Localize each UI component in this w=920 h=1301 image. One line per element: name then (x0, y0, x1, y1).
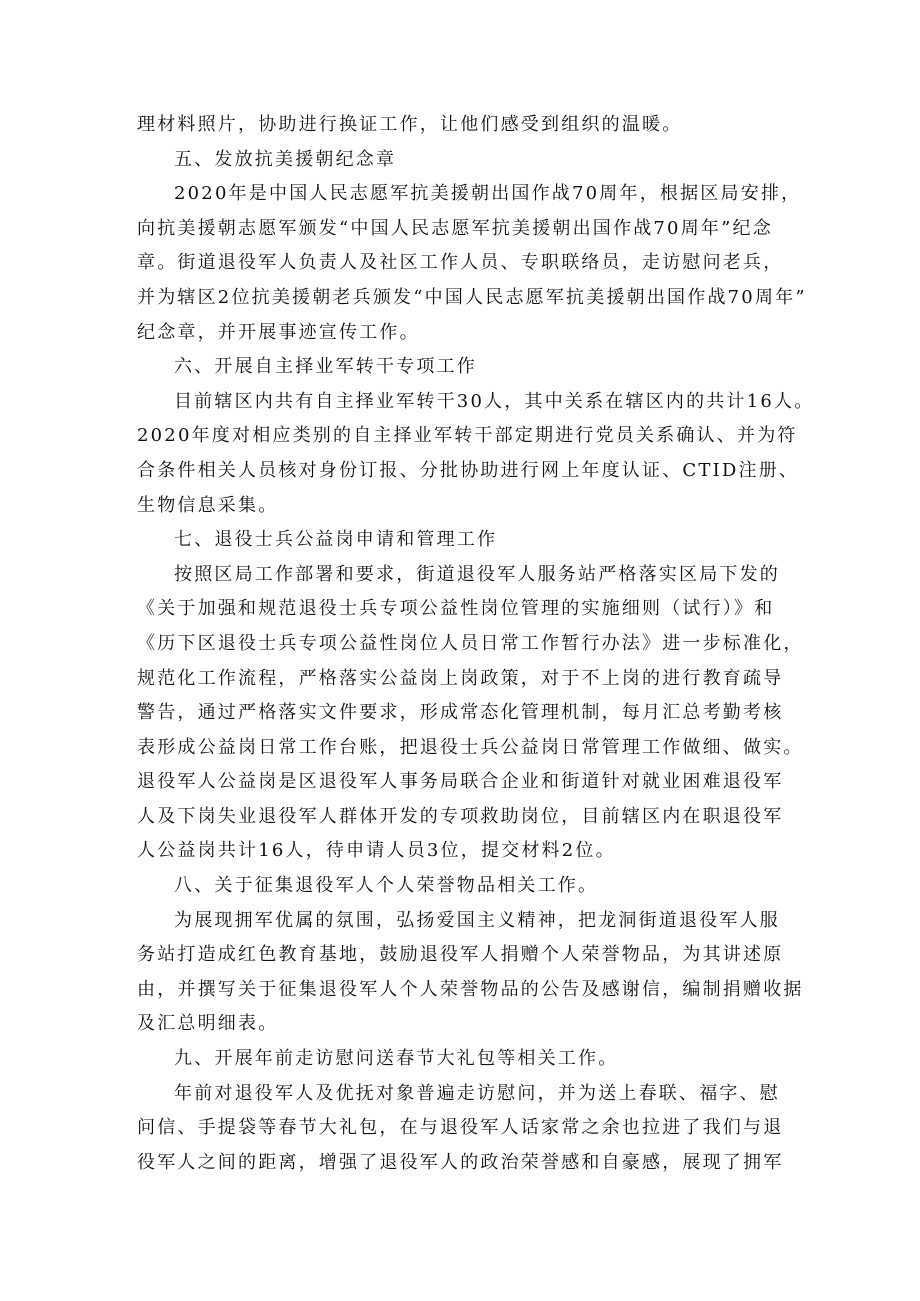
text-line: 目前辖区内共有自主择业军转干30人，其中关系在辖区内的共计16人。 (174, 390, 815, 412)
text-line: 役军人之间的距离，增强了退役军人的政治荣誉感和自豪感，展现了拥军 (137, 1151, 784, 1173)
text-line: 人公益岗共计16人，待申请人员3位，提交材料2位。 (137, 840, 616, 862)
text-line: 及汇总明细表。 (137, 1013, 279, 1035)
text-line: 向抗美援朝志愿军颁发“中国人民志愿军抗美援朝出国作战70周年”纪念 (137, 217, 773, 239)
text-line: 为展现拥军优属的氛围，弘扬爱国主义精神，把龙洞街道退役军人服 (174, 909, 780, 931)
text-line: 规范化工作流程，严格落实公益岗上岗政策，对于不上岗的进行教育疏导 (137, 667, 784, 689)
text-line: 问信、手提袋等春节大礼包，在与退役军人话家常之余也拉进了我们与退 (137, 1117, 784, 1139)
text-line: 《历下区退役士兵专项公益性岗位人员日常工作暂行办法》进一步标准化， (137, 632, 804, 654)
text-line: 六、开展自主择业军转干专项工作 (174, 356, 477, 378)
text-line: 务站打造成红色教育基地，鼓励退役军人捐赠个人荣誉物品，为其讲述原 (137, 944, 784, 966)
text-line: 《关于加强和规范退役士兵专项公益性岗位管理的实施细则（试行）》和 (137, 598, 775, 620)
text-line: 七、退役士兵公益岗申请和管理工作 (174, 529, 498, 551)
text-line: 年前对退役军人及优抚对象普遍走访慰问，并为送上春联、福字、慰 (174, 1082, 780, 1104)
text-line: 理材料照片，协助进行换证工作，让他们感受到组织的温暖。 (137, 114, 683, 135)
text-line: 五、发放抗美援朝纪念章 (174, 148, 397, 170)
text-line: 章。街道退役军人负责人及社区工作人员、专职联络员，走访慰问老兵， (137, 252, 784, 274)
text-line: 由，并撰写关于征集退役军人个人荣誉物品的公告及感谢信，编制捐赠收据 (137, 978, 804, 1000)
text-line: 人及下岗失业退役军人群体开发的专项救助岗位，目前辖区内在职退役军 (137, 805, 784, 827)
text-line: 按照区局工作部署和要求，街道退役军人服务站严格落实区局下发的 (174, 563, 780, 585)
text-line: 2020年是中国人民志愿军抗美援朝出国作战70周年，根据区局安排， (174, 183, 802, 205)
text-line: 警告，通过严格落实文件要求，形成常态化管理机制，每月汇总考勤考核 (137, 702, 784, 724)
text-line: 退役军人公益岗是区退役军人事务局联合企业和街道针对就业困难退役军 (137, 771, 784, 793)
document-body (137, 108, 815, 1180)
text-line: 生物信息采集。 (137, 494, 279, 516)
text-line: 合条件相关人员核对身份订报、分批协助进行网上年度认证、CTID注册、 (137, 459, 800, 481)
text-line: 并为辖区2位抗美援朝老兵颁发“中国人民志愿军抗美援朝出国作战70周年” (137, 286, 807, 308)
text-line: 八、关于征集退役军人个人荣誉物品相关工作。 (174, 875, 599, 897)
text-line: 纪念章，并开展事迹宣传工作。 (137, 321, 420, 343)
text-line: 表形成公益岗日常工作台账，把退役士兵公益岗日常管理工作做细、做实。 (137, 736, 804, 758)
text-line: 九、开展年前走访慰问送春节大礼包等相关工作。 (174, 1048, 619, 1070)
text-line: 2020年度对相应类别的自主择业军转干部定期进行党员关系确认、并为符 (137, 425, 798, 447)
